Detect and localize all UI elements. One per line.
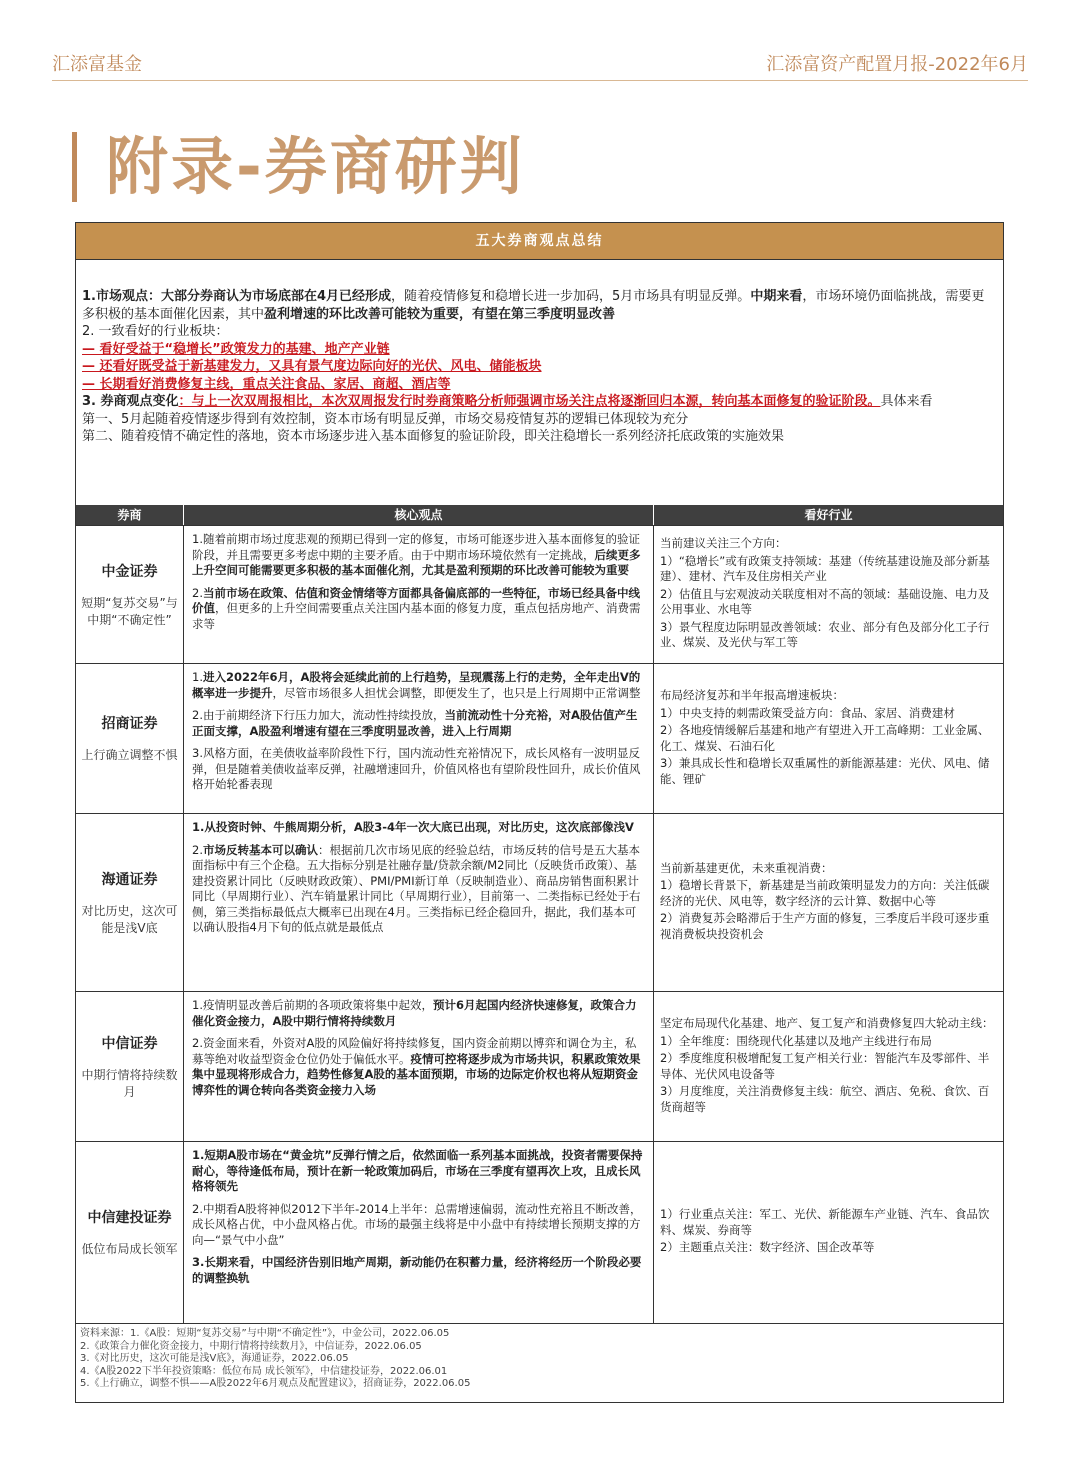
- broker-tagline: 上行确立调整不惧: [81, 748, 178, 762]
- core-view-cell: [183, 992, 653, 1141]
- page-header: [0, 0, 1080, 82]
- source-line: 3.《对比历史，这次可能是浅V底》，海通证券，2022.06.05: [80, 1353, 349, 1365]
- broker-summary-table: [75, 222, 1004, 1403]
- source-line: 2.《政策合力催化资金接力，中期行情将持续数月》，中信证券，2022.06.05: [80, 1340, 422, 1352]
- summary-para-4: 第一、5月起随着疫情逐步得到有效控制，资本市场有明显反弹，市场交易疫情复苏的逻辑已体现较为充分: [82, 411, 689, 427]
- broker-cell: [76, 814, 183, 991]
- broker-cell: [76, 526, 183, 663]
- column-header-broker: 券商: [76, 505, 183, 525]
- core-view-cell: [183, 1142, 653, 1323]
- broker-tagline: 对比历史，这次可能是浅V底: [81, 903, 178, 935]
- core-view-cell: [183, 814, 653, 991]
- source-line: 资料来源：1.《A股：短期“复苏交易”与中期“不确定性”》，中金公司，2022.06.05: [80, 1328, 450, 1339]
- broker-name: 海通证券: [101, 871, 158, 888]
- core-view-point: 1.短期A股市场在“黄金坑”反弹行情之后，依然面临一系列基本面挑战，投资者需要保持耐心，等待逢低布局，预计在新一轮政策加码后，市场在三季度有望再次上攻，且成长风格将领先: [192, 1148, 643, 1193]
- industry-point: 2）各地疫情缓解后基建和地产有望进入开工高峰期：工业金属、化工、煤炭、石油石化: [660, 723, 990, 753]
- industry-point: 1）稳增长背景下，新基建是当前政策明显发力的方向：关注低碳经济的光伏、风电等，数字经济的云计算、数据中心等: [660, 878, 990, 908]
- broker-tagline: 中期行情将持续数月: [81, 1067, 178, 1099]
- column-header-core: 核心观点: [183, 505, 653, 525]
- industry-point: 2）主题重点关注：数字经济、国企改革等: [660, 1240, 875, 1255]
- summary-para-2: 2. 一致看好的行业板块：: [82, 324, 229, 339]
- broker-tagline: 短期“复苏交易”与中期“不确定性”: [81, 595, 178, 627]
- core-view-cell: [183, 526, 653, 663]
- industry-point: 布局经济复苏和半年报高增速板块：: [660, 688, 844, 702]
- broker-cell: [76, 992, 183, 1141]
- summary-sector-3: — 长期看好消费修复主线，重点关注食品、家居、商超、酒店等: [82, 376, 451, 392]
- industry-cell: [653, 814, 1003, 991]
- column-header-industry: 看好行业: [653, 505, 1003, 525]
- header-divider: [52, 80, 1028, 81]
- core-view-cell: [183, 664, 653, 813]
- summary-para-1: 1.市场观点：大部分券商认为市场底部在4月已经形成，随着疫情修复和稳增长进一步加码，5月市场具有明显反弹。中期来看，市场环境仍面临挑战，需要更多积极的基本面催化因素，其中盈利增速的环比改善可能较为重要，有望在第三季度明显改善: [82, 289, 985, 322]
- core-view-point: 2.当前市场在政策、估值和资金情绪等方面都具备偏底部的一些特征，市场已经具备中线价值，但更多的上升空间需要重点关注国内基本面的修复力度，重点包括房地产、消费需求等: [192, 585, 641, 631]
- core-view-point: 2.市场反转基本可以确认：根据前几次市场见底的经验总结，市场反转的信号是五大基本面指标中有三个企稳。五大指标分别是社融存量/贷款余额/M2同比（反映货币政策）、基建投资累计同比（反映财政政策）、PMI/PMI新订单（反映制造业）、商品房销售面积累计同比（早周期行业）、汽车销量累计同比（早周期行业），目前第一、二类指标已经处于右侧，第三类指标最低点大概率已出现在4月。三类指标已经企稳回升，据此，我们基本可以确认股指4月下旬的低点就是最低点: [192, 842, 641, 934]
- summary-sector-1: — 看好受益于“稳增长”政策发力的基建、地产产业链: [82, 341, 390, 357]
- brand-name: 汇添富基金: [52, 54, 142, 75]
- core-view-point: 1.进入2022年6月，A股将会延续此前的上行趋势，呈现震荡上行的走势，全年走出V的概率进一步提升，尽管市场很多人担忧会调整，即便发生了，也只是上行周期中正常调整: [192, 670, 641, 700]
- industry-point: 1）行业重点关注：军工、光伏、新能源车产业链、汽车、食品饮料、煤炭、券商等: [660, 1207, 990, 1237]
- sources-footnote: [76, 1323, 1003, 1402]
- core-view-point: 1.从投资时钟、牛熊周期分析，A股3-4年一次大底已出现，对比历史，这次底部像浅V: [192, 820, 634, 834]
- broker-tagline: 低位布局成长领军: [81, 1242, 178, 1256]
- report-name: 汇添富资产配置月报-2022年6月: [766, 54, 1028, 75]
- core-view-point: 3.长期来看，中国经济告别旧地产周期，新动能仍在积蓄力量，经济将经历一个阶段必要的调整换轨: [192, 1255, 642, 1285]
- industry-cell: [653, 1142, 1003, 1323]
- core-view-point: 1.疫情明显改善后前期的各项政策将集中起效，预计6月起国内经济快速修复，政策合力催化资金接力，A股中期行情将持续数月: [192, 998, 637, 1028]
- summary-heading: 五大券商观点总结: [76, 223, 1003, 259]
- core-view-point: 1.随着前期市场过度悲观的预期已得到一定的修复，市场可能逐步进入基本面修复的验证阶段，并且需要更多考虑中期的主要矛盾。由于中期市场环境依然有一定挑战，后续更多上升空间可能需要更多积极的基本面催化剂，尤其是盈利预期的环比改善可能较为重要: [192, 532, 641, 577]
- core-view-point: 3.风格方面，在美债收益率阶段性下行，国内流动性充裕情况下，成长风格有一波明显反弹，但是随着美债收益率反弹，社融增速回升，价值风格也有望阶段性回升，成长价值风格开始轮番表现: [192, 746, 641, 791]
- core-view-point: 2.中期看A股将神似2012下半年-2014上半年：总需增速偏弱，流动性充裕且不断改善，成长风格占优，中小盘风格占优。市场的最强主线将是中小盘中有持续增长预期支撑的方向—“景气中小盘”: [192, 1201, 642, 1247]
- industry-point: 当前建议关注三个方向：: [660, 536, 787, 551]
- core-view-point: 2.由于前期经济下行压力加大，流动性持续投放，当前流动性十分充裕，对A股估值产生正面支撑，A股盈利增速有望在三季度明显改善，进入上行周期: [192, 708, 638, 738]
- source-line: 4.《A股2022下半年投资策略：低位布局 成长领军》，中信建投证券，2022.06.01: [80, 1365, 448, 1377]
- summary-para-5: 第二、随着疫情不确定性的落地，资本市场逐步进入基本面修复的验证阶段，即关注稳增长一系列经济托底政策的实施效果: [82, 429, 785, 444]
- broker-cell: [76, 664, 183, 813]
- industry-point: 当前新基建更优，未来重视消费：: [660, 860, 833, 875]
- source-line: 5.《上行确立，调整不惧——A股2022年6月观点及配置建议》，招商证券，2022.06.05: [80, 1378, 471, 1390]
- summary-para-3: 3. 券商观点变化：与上一次双周报相比，本次双周报发行时券商策略分析师强调市场关注点将逐渐回归本源，转向基本面修复的验证阶段。具体来看: [82, 394, 933, 409]
- table-row: [76, 991, 1003, 1141]
- page-title: 附录-券商研判: [106, 130, 525, 203]
- table-row: [76, 813, 1003, 991]
- broker-name: 招商证券: [101, 716, 158, 732]
- industry-point: 2）估值且与宏观波动关联度相对不高的领域：基础设施、电力及公用事业、水电等: [660, 586, 990, 617]
- core-view-point: 2.资金面来看，外资对A股的风险偏好将持续修复，国内资金前期以博弈和调仓为主，私募等绝对收益型资金仓位仍处于偏低水平。疫情可控将逐步成为市场共识，积累政策效果集中显现将形成合力，趋势性修复A股的基本面预期，市场的边际定价权也将从短期资金博弈性的调仓转向各类资金接力入场: [192, 1036, 641, 1097]
- broker-name: 中金证券: [101, 563, 158, 580]
- industry-point: 2）季度维度积极增配复工复产相关行业：智能汽车及零部件、半导体、光伏风电设备等: [660, 1051, 990, 1081]
- table-row: [76, 663, 1003, 813]
- industry-point: 1）中央支持的刺需政策受益方向：食品、家居、消费建材: [660, 705, 955, 720]
- industry-point: 2）消费复苏会略滞后于生产方面的修复，三季度后半段可逐步重视消费板块投资机会: [660, 911, 990, 941]
- industry-cell: [653, 664, 1003, 813]
- industry-point: 3）月度维度，关注消费修复主线：航空、酒店、免税、食饮、百货商超等: [660, 1084, 990, 1114]
- broker-name: 中信证券: [101, 1035, 158, 1052]
- summary-block: [76, 259, 1003, 505]
- table-row: [76, 1141, 1003, 1323]
- industry-point: 1）“稳增长”或有政策支持领域：基建（传统基建设施及部分新基建）、建材、汽车及住房相关产业: [660, 553, 990, 584]
- industry-point: 1）全年维度：围绕现代化基建以及地产主线进行布局: [660, 1033, 932, 1048]
- broker-name: 中信建投证券: [87, 1210, 172, 1226]
- title-accent-bar: [72, 132, 77, 202]
- industry-point: 3）兼具成长性和稳增长双重属性的新能源基建：光伏、风电、储能、锂矿: [660, 756, 990, 786]
- industry-point: 3）景气程度边际明显改善领域：农业、部分有色及部分化工子行业、煤炭、及光伏与军工等: [660, 619, 990, 650]
- summary-sector-2: — 还看好既受益于新基建发力，又具有景气度边际向好的光伏、风电、储能板块: [82, 359, 542, 374]
- broker-cell: [76, 1142, 183, 1323]
- industry-cell: [653, 992, 1003, 1141]
- table-row: [76, 525, 1003, 663]
- industry-point: 坚定布局现代化基建、地产、复工复产和消费修复四大轮动主线：: [660, 1016, 994, 1030]
- industry-cell: [653, 526, 1003, 663]
